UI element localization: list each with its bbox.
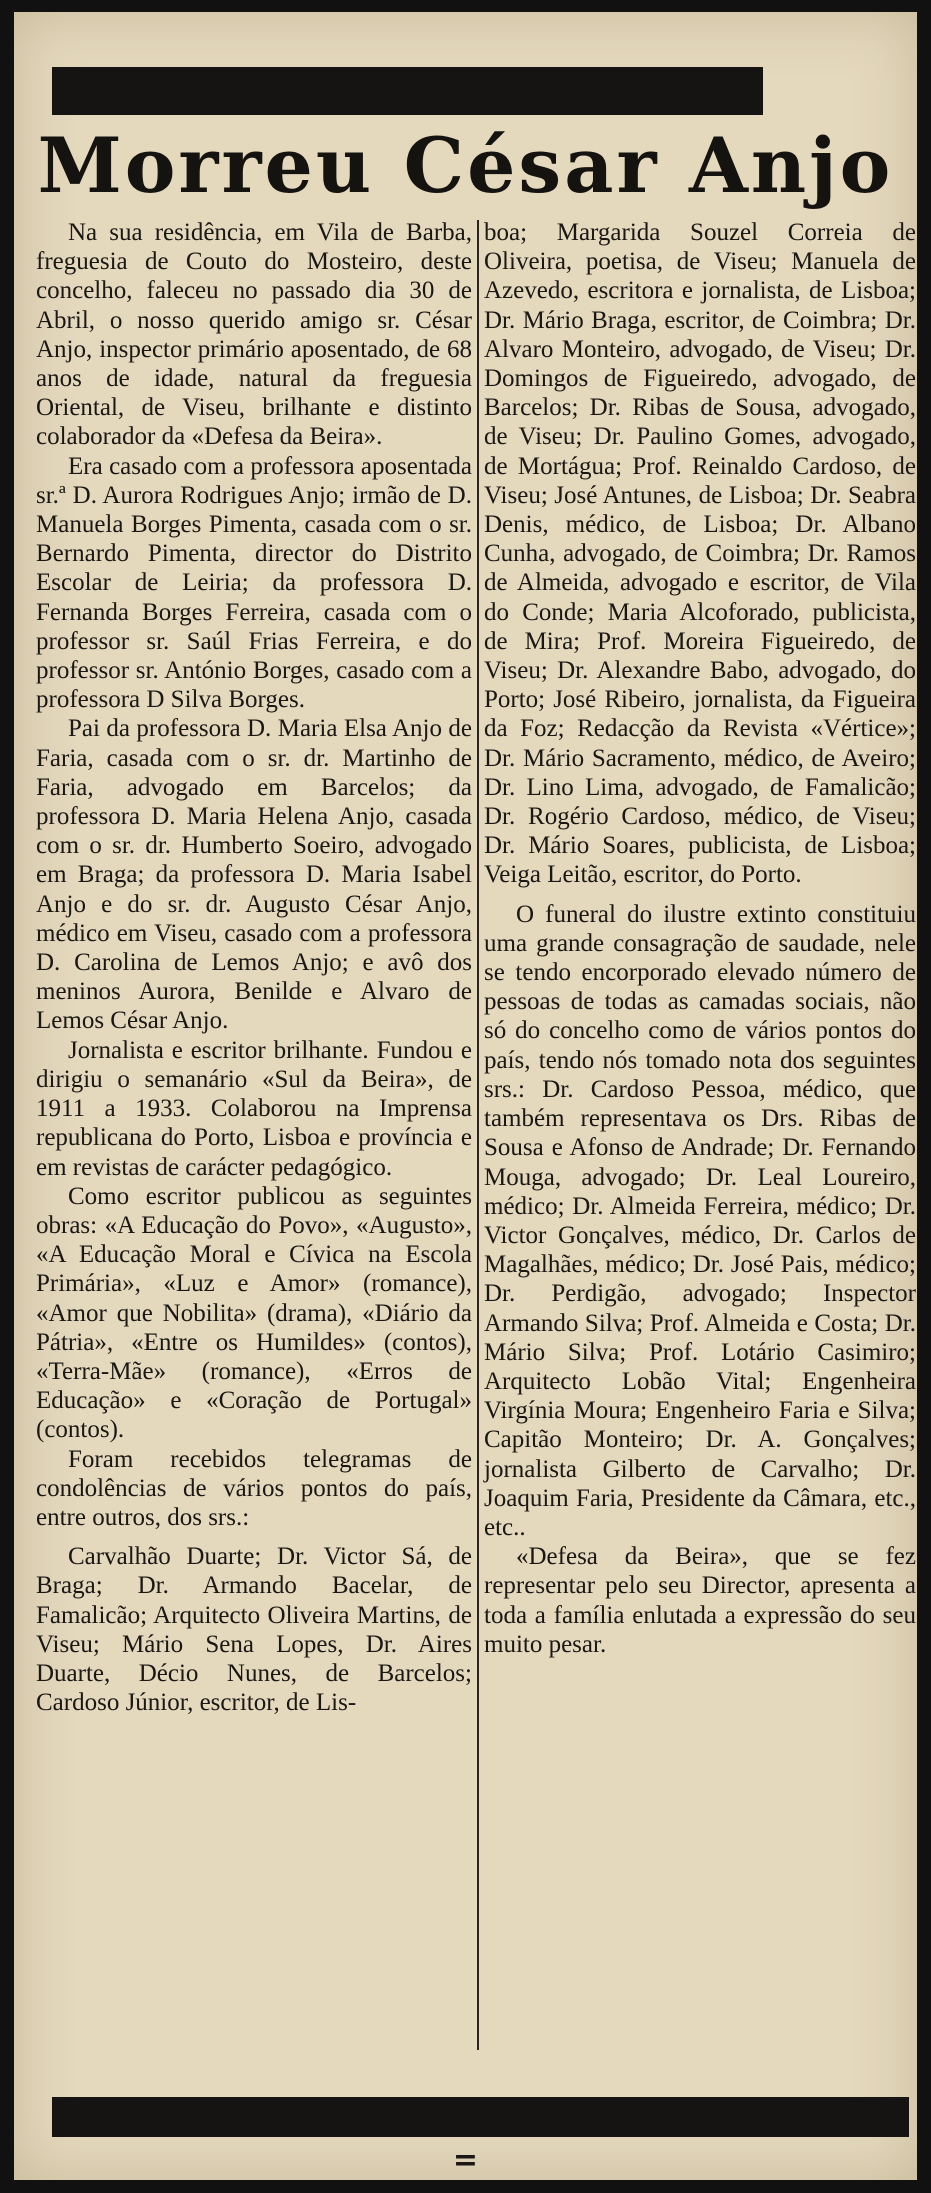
paragraph: boa; Margarida Souzel Correia de Oliveira, poetisa, de Viseu; Manuela de Azevedo, escritora e jornalista, de Lisboa; Dr. Mário Braga, escritor, de Coimbra; Dr. Alvaro Monteiro, advogado, de Viseu; Dr. Domingos de Figueiredo, advogado, de Barcelos; Dr. Ribas de Sousa, advogado, de Viseu; Dr. Paulino Gomes, advogado, de Mortágua; Prof. Reinaldo Cardoso, de Viseu; José Antunes, de Lisboa; Dr. Seabra Denis, médico, de Lisboa; Dr. Albano Cunha, advogado, de Coimbra; Dr. Ramos de Almeida, advogado e escritor, de Vila do Conde; Maria Alcoforado, publicista, de Mira; Prof. Moreira Figueiredo, de Viseu; Dr. Alexandre Babo, advogado, do Porto; José Ribeiro, jornalista, da Figueira da Foz; Redacção da Revista «Vértice»; Dr. Mário Sacramento, médico, de Aveiro; Dr. Lino Lima, advogado, de Famalicão; Dr. Rogério Cardoso, médico, de Viseu; Dr. Mário Soares, publicista, de Lisboa; Veiga Leitão, escritor, do Porto. bbox=[484, 219, 916, 889]
paragraph: Na sua residência, em Vila de Barba, freguesia de Couto do Mosteiro, deste concelho, faleceu no passado dia 30 de Abril, o nosso querido amigo sr. César Anjo, inspector primário aposentado, de 68 anos de idade, natural da freguesia Oriental, de Viseu, brilhante e distinto colaborador da «Defesa da Beira». bbox=[36, 219, 472, 451]
paragraph: Como escritor publicou as seguintes obras: «A Educação do Povo», «Augusto», «A Educação Moral e Cívica na Escola Primária», «Luz e Amor» (romance), «Amor que Nobilita» (drama), «Diário da Pátria», «Entre os Humildes» (contos), «Terra-Mãe» (romance), «Erros de Educação» e «Coração de Portugal» (contos). bbox=[36, 1182, 472, 1444]
column-divider bbox=[477, 220, 479, 2050]
right-column bbox=[484, 218, 916, 1659]
paragraph: Foram recebidos telegramas de condolências de vários pontos do país, entre outros, dos srs.: bbox=[36, 1445, 472, 1531]
paragraph: O funeral do ilustre extinto constituiu uma grande consagração de saudade, nele se tendo encorporado elevado número de pessoas de todas as camadas sociais, não só do concelho como de vários pontos do país, tendo nós tomado nota dos seguintes srs.: Dr. Cardoso Pessoa, médico, que também representava os Drs. Ribas de Sousa e Afonso de Andrade; Dr. Fernando Mouga, advogado; Dr. Leal Loureiro, médico; Dr. Almeida Ferreira, médico; Dr. Victor Gonçalves, médico, Dr. Carlos de Magalhães, médico; Dr. José Pais, médico; Dr. Perdigão, advogado; Inspector Armando Silva; Prof. Almeida e Costa; Dr. Mário Silva; Prof. Lotário Casimiro; Arquitecto Lobão Vital; Engenheira Virgínia Moura; Engenheiro Faria e Silva; Capitão Monteiro; Dr. A. Gonçalves; jornalista Gilberto de Carvalho; Dr. Joaquim Faria, Presidente da Câmara, etc., etc.. bbox=[484, 900, 916, 1541]
paragraph: Jornalista e escritor brilhante. Fundou e dirigiu o semanário «Sul da Beira», de 1911 a 1933. Colaborou na Imprensa republicana do Porto, Lisboa e província e em revistas de carácter pedagógico. bbox=[36, 1036, 472, 1181]
top-black-bar bbox=[52, 67, 763, 115]
bottom-black-bar bbox=[52, 2097, 909, 2137]
paragraph: Carvalhão Duarte; Dr. Victor Sá, de Braga; Dr. Armando Bacelar, de Famalicão; Arquitecto Oliveira Martins, de Viseu; Mário Sena Lopes, Dr. Aires Duarte, Décio Nunes, de Barcelos; Cardoso Júnior, escritor, de Lis- bbox=[36, 1543, 472, 1717]
paragraph: Pai da professora D. Maria Elsa Anjo de Faria, casada com o sr. dr. Martinho de Faria, advogado em Barcelos; da professora D. Maria Helena Anjo, casada com o sr. dr. Humberto Soeiro, advogado em Braga; da professora D. Maria Isabel Anjo e do sr. dr. Augusto César Anjo, médico em Viseu, casado com a professora D. Carolina de Lemos Anjo; e avô dos meninos Aurora, Benilde e Alvaro de Lemos César Anjo. bbox=[36, 715, 472, 1035]
newspaper-clipping bbox=[14, 12, 917, 2180]
left-column bbox=[36, 218, 472, 1717]
end-mark: = bbox=[452, 2143, 479, 2178]
paragraph: Era casado com a professora aposentada sr.ª D. Aurora Rodrigues Anjo; irmão de D. Manuela Borges Pimenta, casada com o sr. Bernardo Pimenta, director do Distrito Escolar de Leiria; da professora D. Fernanda Borges Ferreira, casada com o professor sr. Saúl Frias Ferreira, e do professor sr. António Borges, casado com a professora D Silva Borges. bbox=[36, 452, 472, 714]
headline: Morreu César Anjo bbox=[37, 121, 894, 210]
paragraph: «Defesa da Beira», que se fez representar pelo seu Director, apresenta a toda a família enlutada a expressão do seu muito pesar. bbox=[484, 1543, 916, 1658]
